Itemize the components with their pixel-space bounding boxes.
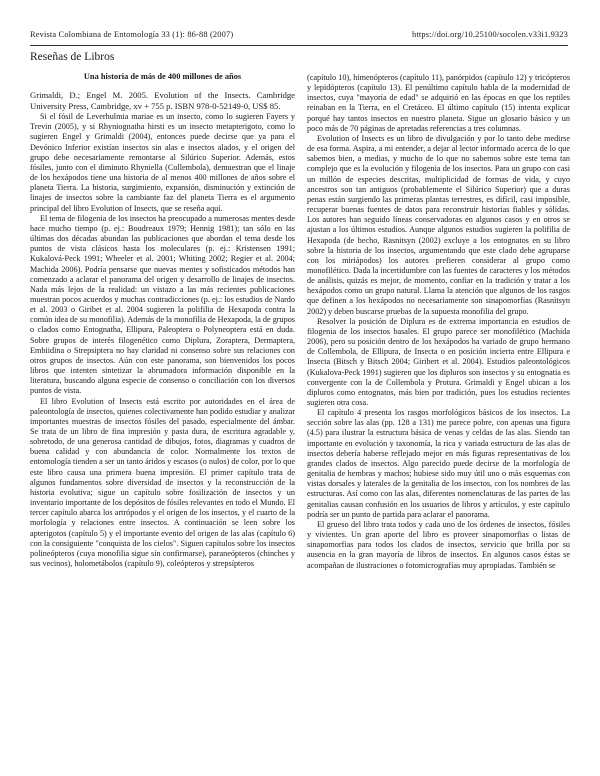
paragraph: El grueso del libro trata todos y cada uno de los órdenes de insectos, fósiles y vivientes. Un gran aporte del libro es proveer sinapomorfias o listas de sinapomorfias para todos los clados de insectos, servicio que brilla por su ausencia en la gran mayoría de libros de insectos. En algunos casos éstas se acompañan de ilustraciones o fotomicrografías muy apropiadas. También se: [307, 519, 570, 570]
paragraph: El capítulo 4 presenta los rasgos morfológicos básicos de los insectos. La sección sobre las alas (pp. 128 a 131) me parece pobre, con apenas una figura (4.5) para ilustrar la estructura básica de venas y celdas de las alas. Siendo tan importante en evolución y taxonomía, la rica y variada estructura de las alas de insectos debería haberse reflejado mejor en más figuras representativas de los grandes clados de insectos. Algo parecido puede decirse de la morfología de genitalia de hembras y machos; hubiese sido muy útil uno o más esquemas con vistas dorsales y laterales de la genitalia de los insectos, con los nombres de las estructuras. Así como con las alas, diferentes nomenclaturas de las partes de las genitalias causan confusión en los usuarios de libros y artículos, y este capítulo podría ser un punto de partida para aclarar el panorama.: [307, 408, 570, 519]
running-header: [30, 30, 568, 42]
paragraph: El tema de filogenia de los insectos ha preocupado a numerosas mentes desde hace mucho tiempo (p. ej.: Boudreaux 1979; Hennig 1981); tan sólo en las últimas dos décadas abundan las publicaciones que abordan el tema desde los puntos de vista clásicos hasta los moleculares (p. ej.: Kristensen 1991; Kukalová-Peck 1991; Wheeler et al. 2001; Whiting 2002; Regier et al. 2004; Machida 2006). Podría pensarse que nuevas mentes y sofisticados métodos han comenzado a aclarar el panorama del origen y desarrollo de linajes de insectos. Nada más lejos de la realidad: un vistazo a las más recientes publicaciones muestran pocos acuerdos y muchas contradicciones (p. ej.: los estudios de Nardo et al. 2003 o Giribet et al. 2004 sugieren la polifilia de Hexapoda contra la común idea de su monofilia). Además de la monofilia de Hexapoda, la de grupos o clados como Entognatha, Ellipura, Paleoptera o Polyneoptera está en duda. Sobre grupos de interés filogenético como Diplura, Zoraptera, Dermaptera, Embiidina o Strepsiptera no hay claridad ni consenso sobre sus relaciones con otros grupos de insectos. Aún con este panorama, son bienvenidos los pocos libros que intenten sintetizar la abrumadora información disponible en la literatura, buscando alguna especie de consenso o conciliación con los diversos puntos de vista.: [30, 213, 295, 396]
right-column: [307, 73, 570, 571]
paragraph: El libro Evolution of Insects está escrito por autoridades en el área de paleontología de insectos, quienes colectivamente han podido estudiar y analizar importantes muestras de insectos fósiles del pasado, especialmente del ámbar. Se trata de un libro de fina impresión y pasta dura, de escritura agradable y, sobretodo, de una generosa cantidad de dibujos, fotos, diagramas y cuadros de buena calidad y con abundancia de color. Normalmente los textos de entomología tienden a ser un tanto áridos y escasos (o nulos) de color, por lo que este libro causa una primera buena impresión. El primer capítulo trata de algunos fundamentos sobre diversidad de insectos y la reconstrucción de la historia evolutiva; sigue un capítulo sobre fosilización de insectos y un inventario importante de los depósitos de fósiles relevantes en todo el Mundo. El tercer capítulo abarca los artrópodos y el origen de los insectos, y el cuarto de la morfología y relaciones entre insectos. A continuación se leen sobre los apterigotos (capítulo 5) y el importante evento del origen de las alas (capítulo 6) con la consiguiente "conquista de los cielos". Siguen capítulos sobre los insectos polineópteros (cuya monofilia sigue sin confirmarse), paraneópteros (chinches y sus vecinos), holometábolos (capítulo 9), coleópteros y strepsípteros: [30, 396, 295, 569]
paragraph: Evolution of Insects es un libro de divulgación y por lo tanto debe medirse de esa forma. Aspira, a mi entender, a dejar al lector informado acerca de lo que sabemos bien, a medias, y mucho de lo que no sabemos sobre este tema tan complejo que es la evolución y filogenia de los insectos. Para un grupo con casi un millón de especies descritas, multiplicidad de formas de vida, y cuyo ancestros son tan antiguos (probablemente el Silúrico Superior) que a duras penas están surgiendo las primeras plantas terrestres, es difícil, casi imposible, recuperar buenas fuentes de datos para reconstruir historias fiables y sólidas. Los autores han seguido líneas conservadoras en algunos casos y en otros se ajustan a los últimos estudios. Aunque algunos estudios sugieren la polifilia de Hexapoda (de hecho, Rasnitsyn (2002) excluye a los entognatos en su libro sobre la historia de los insectos, argumentando que este clado debe agruparse con los miriápodos) los autores prefieren considerar al grupo como monofilético. Dada la incertidumbre con las fuentes de caracteres y los métodos de análisis, quizás es mejor, de momento, confiar en la tradición y tratar a los hexápodos como un grupo natural. Llama la atención que algunos de los rasgos que definen a los hexápodos no necesariamente son sinapomorfias (Rasnitsyn 2002) y deben buscarse pruebas de la supuesta monofilia del grupo.: [307, 133, 570, 316]
doi-link[interactable]: https://doi.org/10.25100/socolen.v33i1.9323: [412, 30, 568, 39]
journal-citation: Revista Colombiana de Entomología 33 (1): 86-88 (2007): [30, 30, 234, 39]
left-column: [30, 72, 295, 569]
book-reference: Grimaldi, D.; Engel M. 2005. Evolution of the Insects. Cambridge University Press, Cambridge, xv + 755 p. ISBN 978-0-52149-0, US$ 85.: [30, 90, 295, 112]
header-rule: [30, 45, 568, 46]
section-title: Reseñas de Libros: [30, 51, 115, 63]
paragraph: Resolver la posición de Diplura es de extrema importancia en estudios de filogenia de los insectos basales. El grupo parece ser monofilético (Machida 2006), pero su posición dentro de los hexápodos ha variado de grupo hermano de Collembola, de Ellipura, de Insecta o en posición incierta entre Ellipura e Insecta (Bitsch y Bitsch 2004; Giribert et al. 2004). Estudios paleontológicos (Kukalova-Peck 1991) sugieren que los dipluros son insectos y su entognatia es convergente con la de Collembola y Protura. Grimaldi y Engel ubican a los dipluros como entognatos, más bien por tradición, pues los estudios recientes sugieren otra cosa.: [307, 316, 570, 407]
paragraph: (capítulo 10), himenópteros (capítulo 11), panórpidos (capítulo 12) y tricópteros y lepidópteros (capítulo 13). El penúltimo capítulo habla de la modernidad de insectos, cuya "mayoría de edad" se adquirió en las épocas en que los reptiles reinaban en la Tierra, en el Cretáceo. El último capítulo (15) intenta explicar porqué hay tantos insectos en nuestro planeta. Sigue un glosario básico y un poco más de 70 páginas de apretadas referencias a tres columnas.: [307, 73, 570, 133]
review-title: Una historia de más de 400 millones de años: [83, 72, 242, 81]
paragraph: Si el fósil de Leverhulmia mariae es un insecto, como lo sugieren Fayers y Trevin (2005), y si Rhyniognatha hirsti es un insecto metapterigoto, como lo sugieren Engel y Grimaldi (2004), entonces puede decirse que ya para el Devónico Inferior existían insectos sin alas e insectos alados, y el origen del grupo debe necesariamente remontarse al Silúrico Superior. Además, estos fósiles, junto con el diminuto Rhyniella (Collembola), demuestran que el linaje de los hexápodos tiene una historia de al menos 400 millones de años sobre el planeta Tierra. La historia, surgimiento, expansión, disminución y extinción de linajes de insectos sobre la cambiante faz del planeta Tierra es el argumento principal del libro Evolution of Insects, que se reseña aquí.: [30, 112, 295, 213]
